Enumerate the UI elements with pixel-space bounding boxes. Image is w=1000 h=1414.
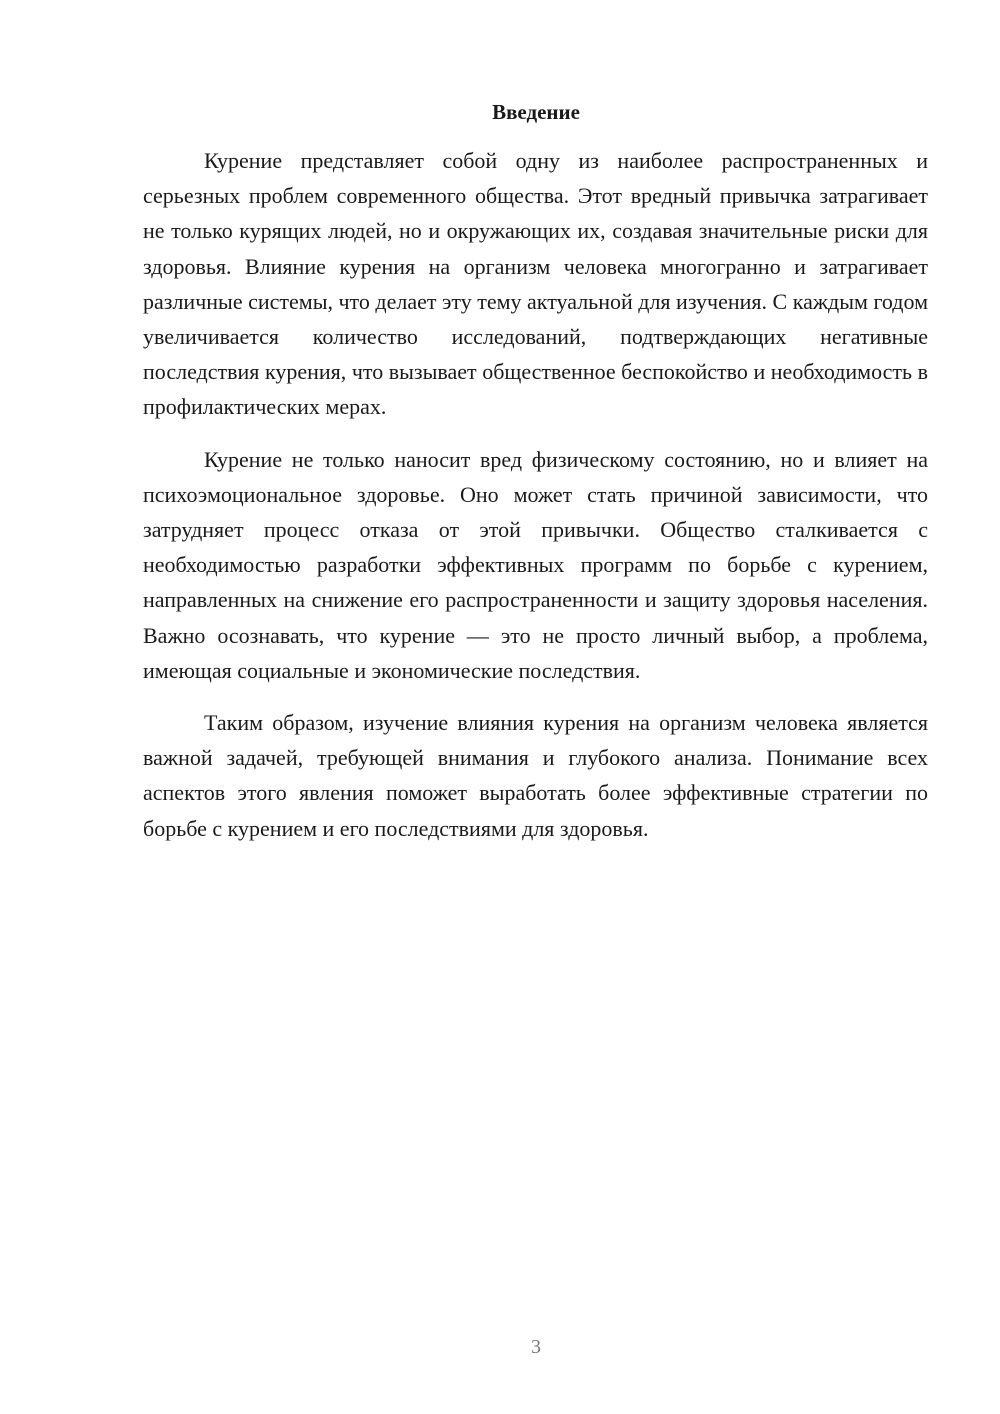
page-number: 3: [531, 1336, 541, 1358]
paragraph-2: Курение не только наносит вред физическому состоянию, но и влияет на психоэмоциональное здоровье. Оно может стать причиной зависимости, что затрудняет процесс отказа от этой привычки. Общество сталкивается с необходимостью разработки эффективных программ по борьбе с курением, направленных на снижение его распространенности и защиту здоровья населения. Важно осознавать, что курение — это не просто личный выбор, а проблема, имеющая социальные и экономические последствия.: [143, 446, 928, 683]
section-heading: Введение: [492, 100, 580, 124]
paragraph-3: Таким образом, изучение влияния курения на организм человека является важной задачей, требующей внимания и глубокого анализа. Понимание всех аспектов этого явления поможет выработать более эффективные стратегии по борьбе с курением и его последствиями для здоровья.: [143, 710, 928, 841]
body-text: [143, 143, 928, 863]
paragraph-1: Курение представляет собой одну из наиболее распространенных и серьезных проблем современного общества. Этот вредный привычка затрагивает не только курящих людей, но и окружающих их, создавая значительные риски для здоровья. Влияние курения на организм человека многогранно и затрагивает различные системы, что делает эту тему актуальной для изучения. С каждым годом увеличивается количество исследований, подтверждающих негативные последствия курения, что вызывает общественное беспокойство и необходимость в профилактических мерах.: [143, 148, 928, 420]
